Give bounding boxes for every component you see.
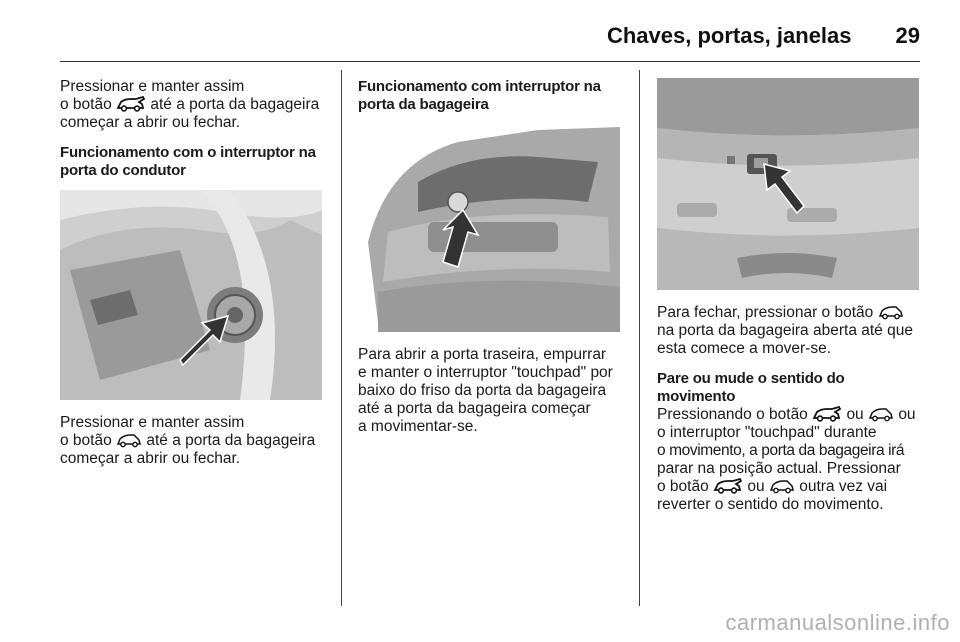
paragraph-line [60,96,330,114]
tailgate-switch-image [358,122,620,332]
inline-text: ou [747,478,765,495]
paragraph-line: e manter o interruptor "touchpad" por [358,364,613,381]
paragraph-line [60,432,330,450]
section-heading: movimento [657,388,736,405]
paragraph-line: até a porta da bagageira começar [358,400,591,417]
inline-text: Para fechar, pressionar o botão [657,304,874,321]
inline-text: ou [846,406,864,423]
column-divider-1 [341,70,342,606]
inline-text: ou [898,406,916,423]
inline-text: até a porta da bagageira [150,96,320,113]
paragraph-line: esta comece a mover-se. [657,340,832,357]
paragraph-line: o movimento, a porta da bagageira irá [657,442,905,459]
inline-text: outra vez vai [799,478,888,495]
paragraph-line: começar a abrir ou fechar. [60,450,241,467]
column-2-top [358,78,628,114]
column-1-bottom [60,414,330,468]
inline-text: Pressionando o botão [657,406,808,423]
page-title: Chaves, portas, janelas [606,23,852,48]
paragraph-line: Pressionar e manter assim [60,78,245,95]
car-outline-icon [769,478,795,494]
car-outline-icon [868,406,894,422]
driver-door-switch-image [60,190,322,400]
page-number: 29 [895,23,920,48]
car-open-trunk-icon [812,406,842,422]
section-heading: porta da bagageira [358,96,489,113]
paragraph-line: começar a abrir ou fechar. [60,114,241,131]
column-3-text [657,304,927,514]
paragraph-line: reverter o sentido do movimento. [657,496,884,513]
paragraph-line: baixo do friso da porta da bagageira [358,382,607,399]
paragraph-line [657,478,927,496]
section-heading: Pare ou mude o sentido do [657,370,845,387]
paragraph-line: Pressionar e manter assim [60,414,245,431]
paragraph-line: Para abrir a porta traseira, empurrar [358,346,607,363]
section-heading: porta do condutor [60,162,186,179]
tailgate-close-button-image [657,78,919,290]
car-outline-icon [116,432,142,448]
watermark-text: carmanualsonline.info [725,610,950,635]
section-heading: Funcionamento com o interruptor na [60,144,316,161]
paragraph-line [657,304,927,322]
car-outline-icon [878,304,904,320]
inline-text: o botão [657,478,709,495]
paragraph-line: na porta da bagageira aberta até que [657,322,913,339]
car-open-trunk-icon [116,96,146,112]
column-divider-2 [639,70,640,606]
paragraph-line: parar na posição actual. Pressionar [657,460,901,477]
paragraph-line: o interruptor "touchpad" durante [657,424,877,441]
column-2-bottom [358,346,633,436]
inline-text: até a porta da bagageira [146,432,316,449]
inline-text: o botão [60,432,112,449]
column-1-top [60,78,330,180]
paragraph-line [657,406,927,424]
section-heading: Funcionamento com interruptor na [358,78,601,95]
paragraph-line: a movimentar-se. [358,418,478,435]
page-header [60,14,920,58]
car-open-trunk-icon [713,478,743,494]
header-rule [60,61,920,62]
inline-text: o botão [60,96,112,113]
